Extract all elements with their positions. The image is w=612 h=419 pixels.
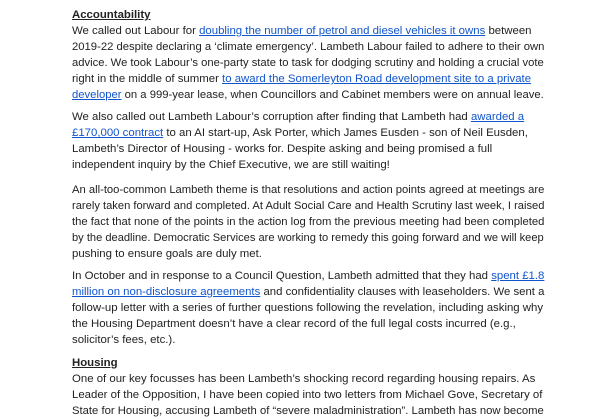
paragraph-action-points xyxy=(72,182,545,262)
text-run: We also called out Lambeth Labour’s corruption after finding that Lambeth had xyxy=(72,111,471,123)
text-line: advice. We took Labour’s one-party state to task for dodging scrutiny and holding a crucial vote xyxy=(72,57,544,69)
text-run: We called out Labour for xyxy=(72,25,200,37)
text-line: by the deadline. Democratic Services are working to remedy this going forward and we will keep xyxy=(72,232,544,244)
link-somerleyton-developer[interactable]: developer xyxy=(72,89,122,101)
text-line: One of our key focusses has been Lambeth’s shocking record regarding housing repairs. As xyxy=(72,373,536,385)
heading-housing: Housing xyxy=(72,357,118,369)
text-line xyxy=(72,87,544,103)
text-run: between xyxy=(485,25,532,37)
text-line xyxy=(72,284,545,300)
link-doubling-vehicles[interactable]: doubling the number of petrol and diesel vehicles it owns xyxy=(199,25,486,37)
text-line xyxy=(72,109,542,125)
text-line: solicitor’s fees, etc.). xyxy=(72,334,176,346)
text-line xyxy=(72,23,542,39)
text-line xyxy=(72,71,542,87)
link-nda-agreements[interactable]: million on non-disclosure agreements xyxy=(72,286,261,298)
text-line: State for Housing, accusing Lambeth of “severe maladministration”. Lambeth has now become xyxy=(72,405,544,417)
text-line: 2019-22 despite declaring a ‘climate emergency’. Lambeth Labour failed to adhere to their own xyxy=(72,41,545,53)
paragraph-ask-porter xyxy=(72,109,542,173)
paragraph-housing-repairs xyxy=(72,371,542,419)
text-line xyxy=(72,268,545,284)
text-line: the fact that none of the points in the action log from the previous meeting had been completed xyxy=(72,216,545,228)
link-awarded-contract[interactable]: awarded a xyxy=(470,111,525,123)
text-line: An all-too-common Lambeth theme is that resolutions and action points agreed at meetings are xyxy=(72,184,545,196)
text-run: and confidentiality clauses with leaseholders. We sent a xyxy=(260,286,545,298)
paragraph-nda xyxy=(72,268,545,348)
paragraph-vehicles xyxy=(72,23,545,103)
link-somerleyton-award[interactable]: to award the Somerleyton Road development site to a private xyxy=(222,73,532,85)
link-spent-amount[interactable]: spent £1.8 xyxy=(491,270,545,282)
text-run: on a 999-year lease, when Councillors and Cabinet members were on annual leave. xyxy=(121,89,544,101)
text-line: Lambeth’s Director of Housing - works for. Despite asking and being promised a full xyxy=(72,143,493,155)
text-line: independent inquiry by the Chief Executive, we are still waiting! xyxy=(72,159,390,171)
text-line: follow-up letter with a series of further questions following the revelation, including asking why xyxy=(72,302,544,314)
heading-accountability: Accountability xyxy=(72,9,151,21)
link-contract-amount[interactable]: £170,000 contract xyxy=(72,127,164,139)
text-line: rarely taken forward and completed. At Adult Social Care and Health Scrutiny last week, I raised xyxy=(72,200,545,212)
text-line: Leader of the Opposition, I have been copied into two letters from Michael Gove, Secretary of xyxy=(72,389,543,401)
text-run: to an AI start-up, Ask Porter, which James Eusden - son of Neil Eusden, xyxy=(163,127,528,139)
text-line: the Housing Department doesn’t have a clear record of the full legal costs incurred (e.g., xyxy=(72,318,516,330)
text-line: pushing to ensure goals are duly met. xyxy=(72,248,262,260)
text-run: In October and in response to a Council Question, Lambeth admitted that they had xyxy=(72,270,492,282)
text-run: right in the middle of summer xyxy=(72,73,223,85)
text-line xyxy=(72,125,542,141)
